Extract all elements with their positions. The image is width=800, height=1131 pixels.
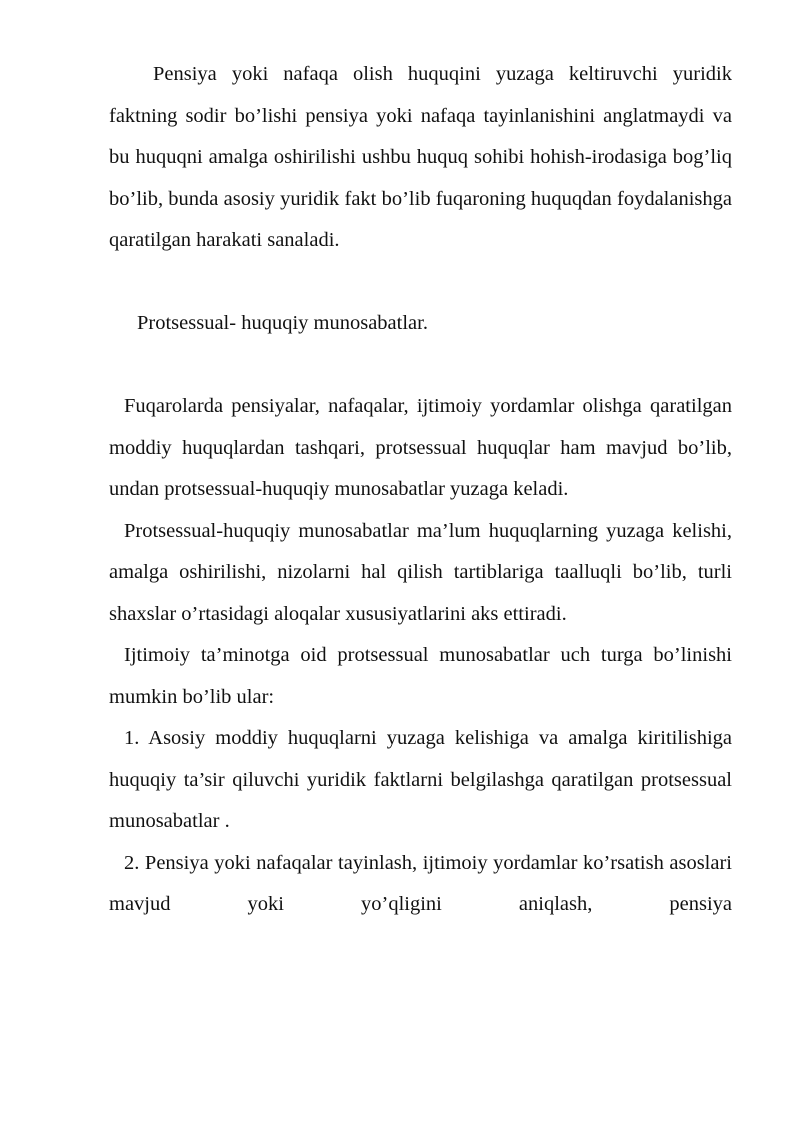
document-page xyxy=(109,54,732,926)
list-item-first: 1. Asosiy moddiy huquqlarni yuzaga kelishiga va amalga kiritilishiga huquqiy ta’sir qiluvchi yuridik faktlarni belgilashga qaratilgan protsessual munosabatlar . xyxy=(109,727,732,832)
paragraph-procedural-relations: Protsessual-huquqiy munosabatlar ma’lum huquqlarning yuzaga kelishi, amalga oshirilishi, nizolarni hal qilish tartiblariga taalluqli bo’lib, turli shaxslar o’rtasidagi aloqalar xususiyatlarini aks ettiradi. xyxy=(109,519,732,625)
paragraph-legal-fact: Pensiya yoki nafaqa olish huquqini yuzaga keltiruvchi yuridik faktning sodir bo’lishi pensiya yoki nafaqa tayinlanishini anglatmaydi va bu huquqni amalga oshirilishi ushbu huquq sohibi hohish-irodasiga bog’liq bo’lib, bunda asosiy yuridik fakt bo’lib fuqaroning huquqdan foydalanishga qaratilgan harakati sanaladi. xyxy=(109,63,732,251)
list-item-second: 2. Pensiya yoki nafaqalar tayinlash, ijtimoiy yordamlar ko’rsatish asoslari mavjud yoki yo’qligini aniqlash, pensiya xyxy=(109,851,732,915)
paragraph-procedural-rights: Fuqarolarda pensiyalar, nafaqalar, ijtimoiy yordamlar olishga qaratilgan moddiy huquqlardan tashqari, protsessual huquqlar ham mavjud bo’lib, undan protsessual-huquqiy munosabatlar yuzaga keladi. xyxy=(109,395,732,500)
paragraph-three-types: Ijtimoiy ta’minotga oid protsessual munosabatlar uch turga bo’linishi mumkin bo’lib ular: xyxy=(109,644,732,708)
spacer xyxy=(109,262,732,304)
spacer xyxy=(109,345,732,387)
section-heading: Protsessual- huquqiy munosabatlar. xyxy=(137,312,428,334)
